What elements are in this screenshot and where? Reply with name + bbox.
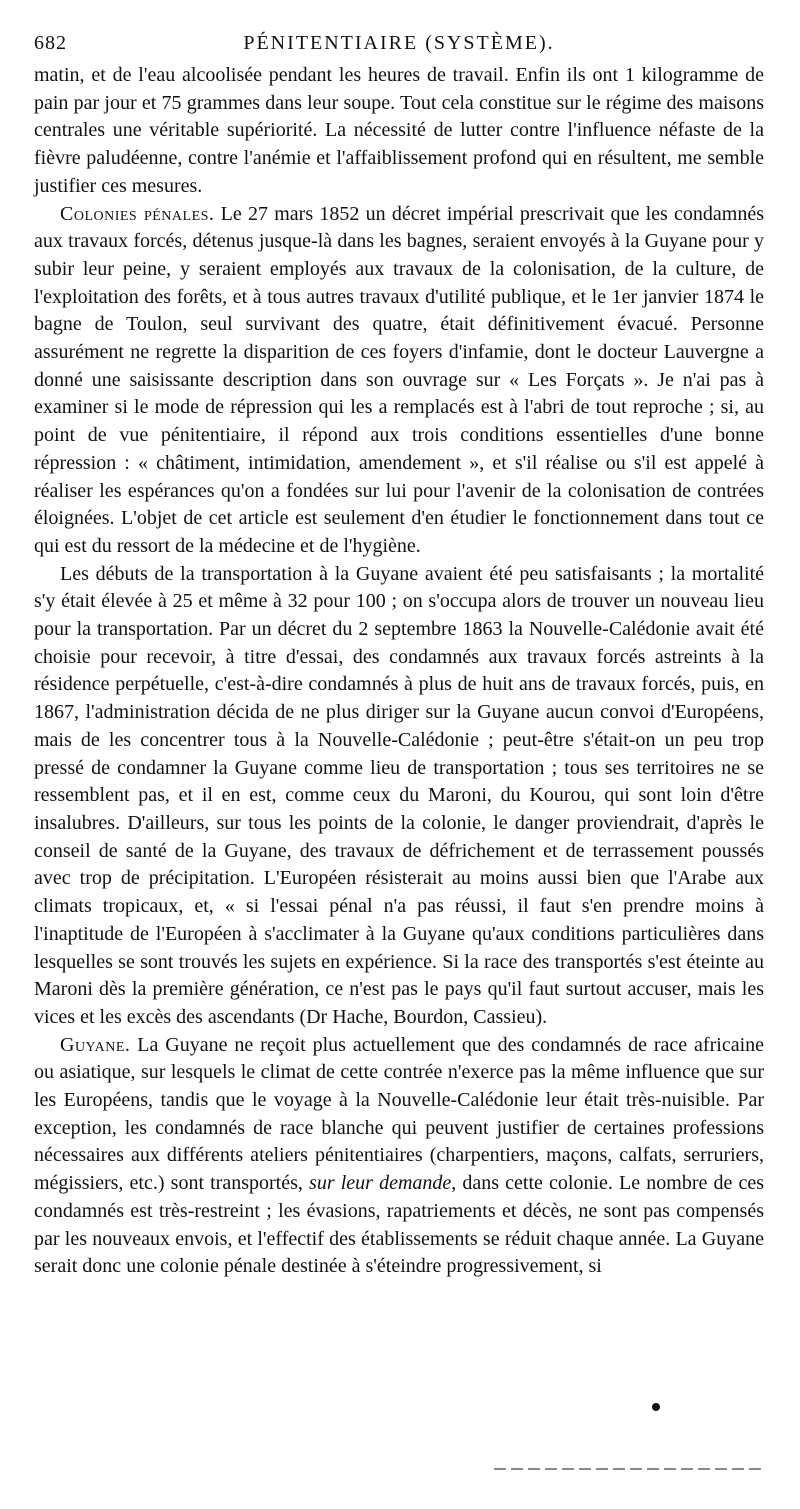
- paragraph-guyane: [34, 1032, 764, 1281]
- italic-phrase: sur leur demande: [309, 1172, 452, 1195]
- section-heading-colonies-penales: Colonies pénales.: [60, 202, 215, 225]
- section-heading-guyane: Guyane.: [60, 1033, 131, 1056]
- paragraph-continuation: matin, et de l'eau alcoolisée pendant les heures de travail. Enfin ils ont 1 kilogramme de pain par jour et 75 grammes dans leur soupe. Tout cela constitue sur le régime des maisons centrales une véritable supériorité. La nécessité de lutter contre l'influence néfaste de la fièvre paludéenne, contre l'anémie et l'affaiblissement profond qui en résultent, me semble justifier ces mesures.: [34, 64, 764, 197]
- paragraph-text: Le 27 mars 1852 un décret impérial prescrivait que les condamnés aux travaux forcés, détenus jusque-là dans les bagnes, seraient envoyés à la Guyane pour y subir leur peine, y seraient employés aux travaux de la colonisation, de la culture, de l'exploitation des forêts, et à tous autres travaux d'utilité publique, et le 1er janvier 1874 le bagne de Toulon, seul survivant des quatre, était définitivement évacué. Personne assurément ne regrette la disparition de ces foyers d'infamie, dont le docteur Lauvergne a donné une saisissante description dans son ouvrage sur « Les Forçats ». Je n'ai pas à examiner si le mode de répression qui les a remplacés est à l'abri de tout reproche ; si, au point de vue pénitentiaire, il répond aux trois conditions essentielles d'une bonne répression : « châtiment, intimidation, amendement », et s'il réalise ou s'il est appelé à réaliser les espérances qu'on a fondées sur lui pour l'avenir de la colonisation de contrées éloignées. L'objet de cet article est seulement d'en étudier le fonctionnement dans tout ce qui est du ressort de la médecine et de l'hygiène.: [34, 202, 765, 557]
- footer-rule-marks: [494, 1468, 764, 1470]
- paragraph-transportation: Les débuts de la transportation à la Guyane avaient été peu satisfaisants ; la mortalité s'y était élevée à 25 et même à 32 pour 100 ; on s'occupa alors de trouver un nouveau lieu pour la transportation. Par un décret du 2 septembre 1863 la Nouvelle-Calédonie avait été choisie pour recevoir, à titre d'essai, des condamnés aux travaux forcés astreints à la résidence perpétuelle, c'est-à-dire condamnés à plus de huit ans de travaux forcés, puis, en 1867, l'administration décida de ne plus diriger sur la Guyane aucun convoi d'Européens, mais de les concentrer tous à la Nouvelle-Calédonie ; peut-être s'était-on un peu trop pressé de condamner la Guyane comme lieu de transportation ; tous ses territoires ne se ressemblent pas, et il en est, comme ceux du Maroni, du Kourou, qui sont loin d'être insalubres. D'ailleurs, sur tous les points de la colonie, le danger proviendrait, d'après le conseil de santé de la Guyane, des travaux de défrichement et de terrassement poussés avec trop de précipitation. L'Européen résisterait au moins aussi bien que l'Arabe aux climats tropicaux, et, « si l'essai pénal n'a pas réussi, il faut s'en prendre moins à l'inaptitude de l'Européen à s'acclimater à la Guyane qu'aux conditions particulières dans lesquelles se sont trouvés les sujets en expérience. Si la race des transportés s'est éteinte au Maroni dès la première génération, ce n'est pas le pays qu'il faut surtout accuser, mais les vices et les excès des ascendants (Dr Hache, Bourdon, Cassieu).: [34, 562, 764, 1028]
- ink-dot: [652, 1403, 660, 1411]
- body-text: [34, 62, 764, 1281]
- page: [34, 26, 764, 1281]
- page-number: 682: [34, 32, 67, 54]
- paragraph-colonies-penales: [34, 201, 764, 561]
- paragraph-text: La Guyane ne reçoit plus actuellement que des condamnés de race africaine ou asiatique, sur lesquels le climat de cette contrée n'exerce pas la même influence que sur les Européens, tandis que le voyage à la Nouvelle-Calédonie leur était très-nuisible. Par exception, les condamnés de race blanche qui peuvent justifier de certaines professions nécessaires aux différents ateliers pénitentiaires (charpentiers, maçons, calfats, serruriers, mégissiers, etc.) sont transportés,: [34, 1033, 764, 1195]
- paragraph-text: , dans cette colonie. Le nombre de ces condamnés est très-restreint ; les évasions, rapatriements et décès, ne sont pas compensés par les nouveaux envois, et l'effectif des établissements se réduit chaque année. La Guyane serait donc une colonie pénale destinée à s'éteindre progressivement, si: [34, 1172, 765, 1278]
- running-header: [34, 26, 764, 56]
- running-title: PÉNITENTIAIRE (SYSTÈME).: [243, 32, 555, 54]
